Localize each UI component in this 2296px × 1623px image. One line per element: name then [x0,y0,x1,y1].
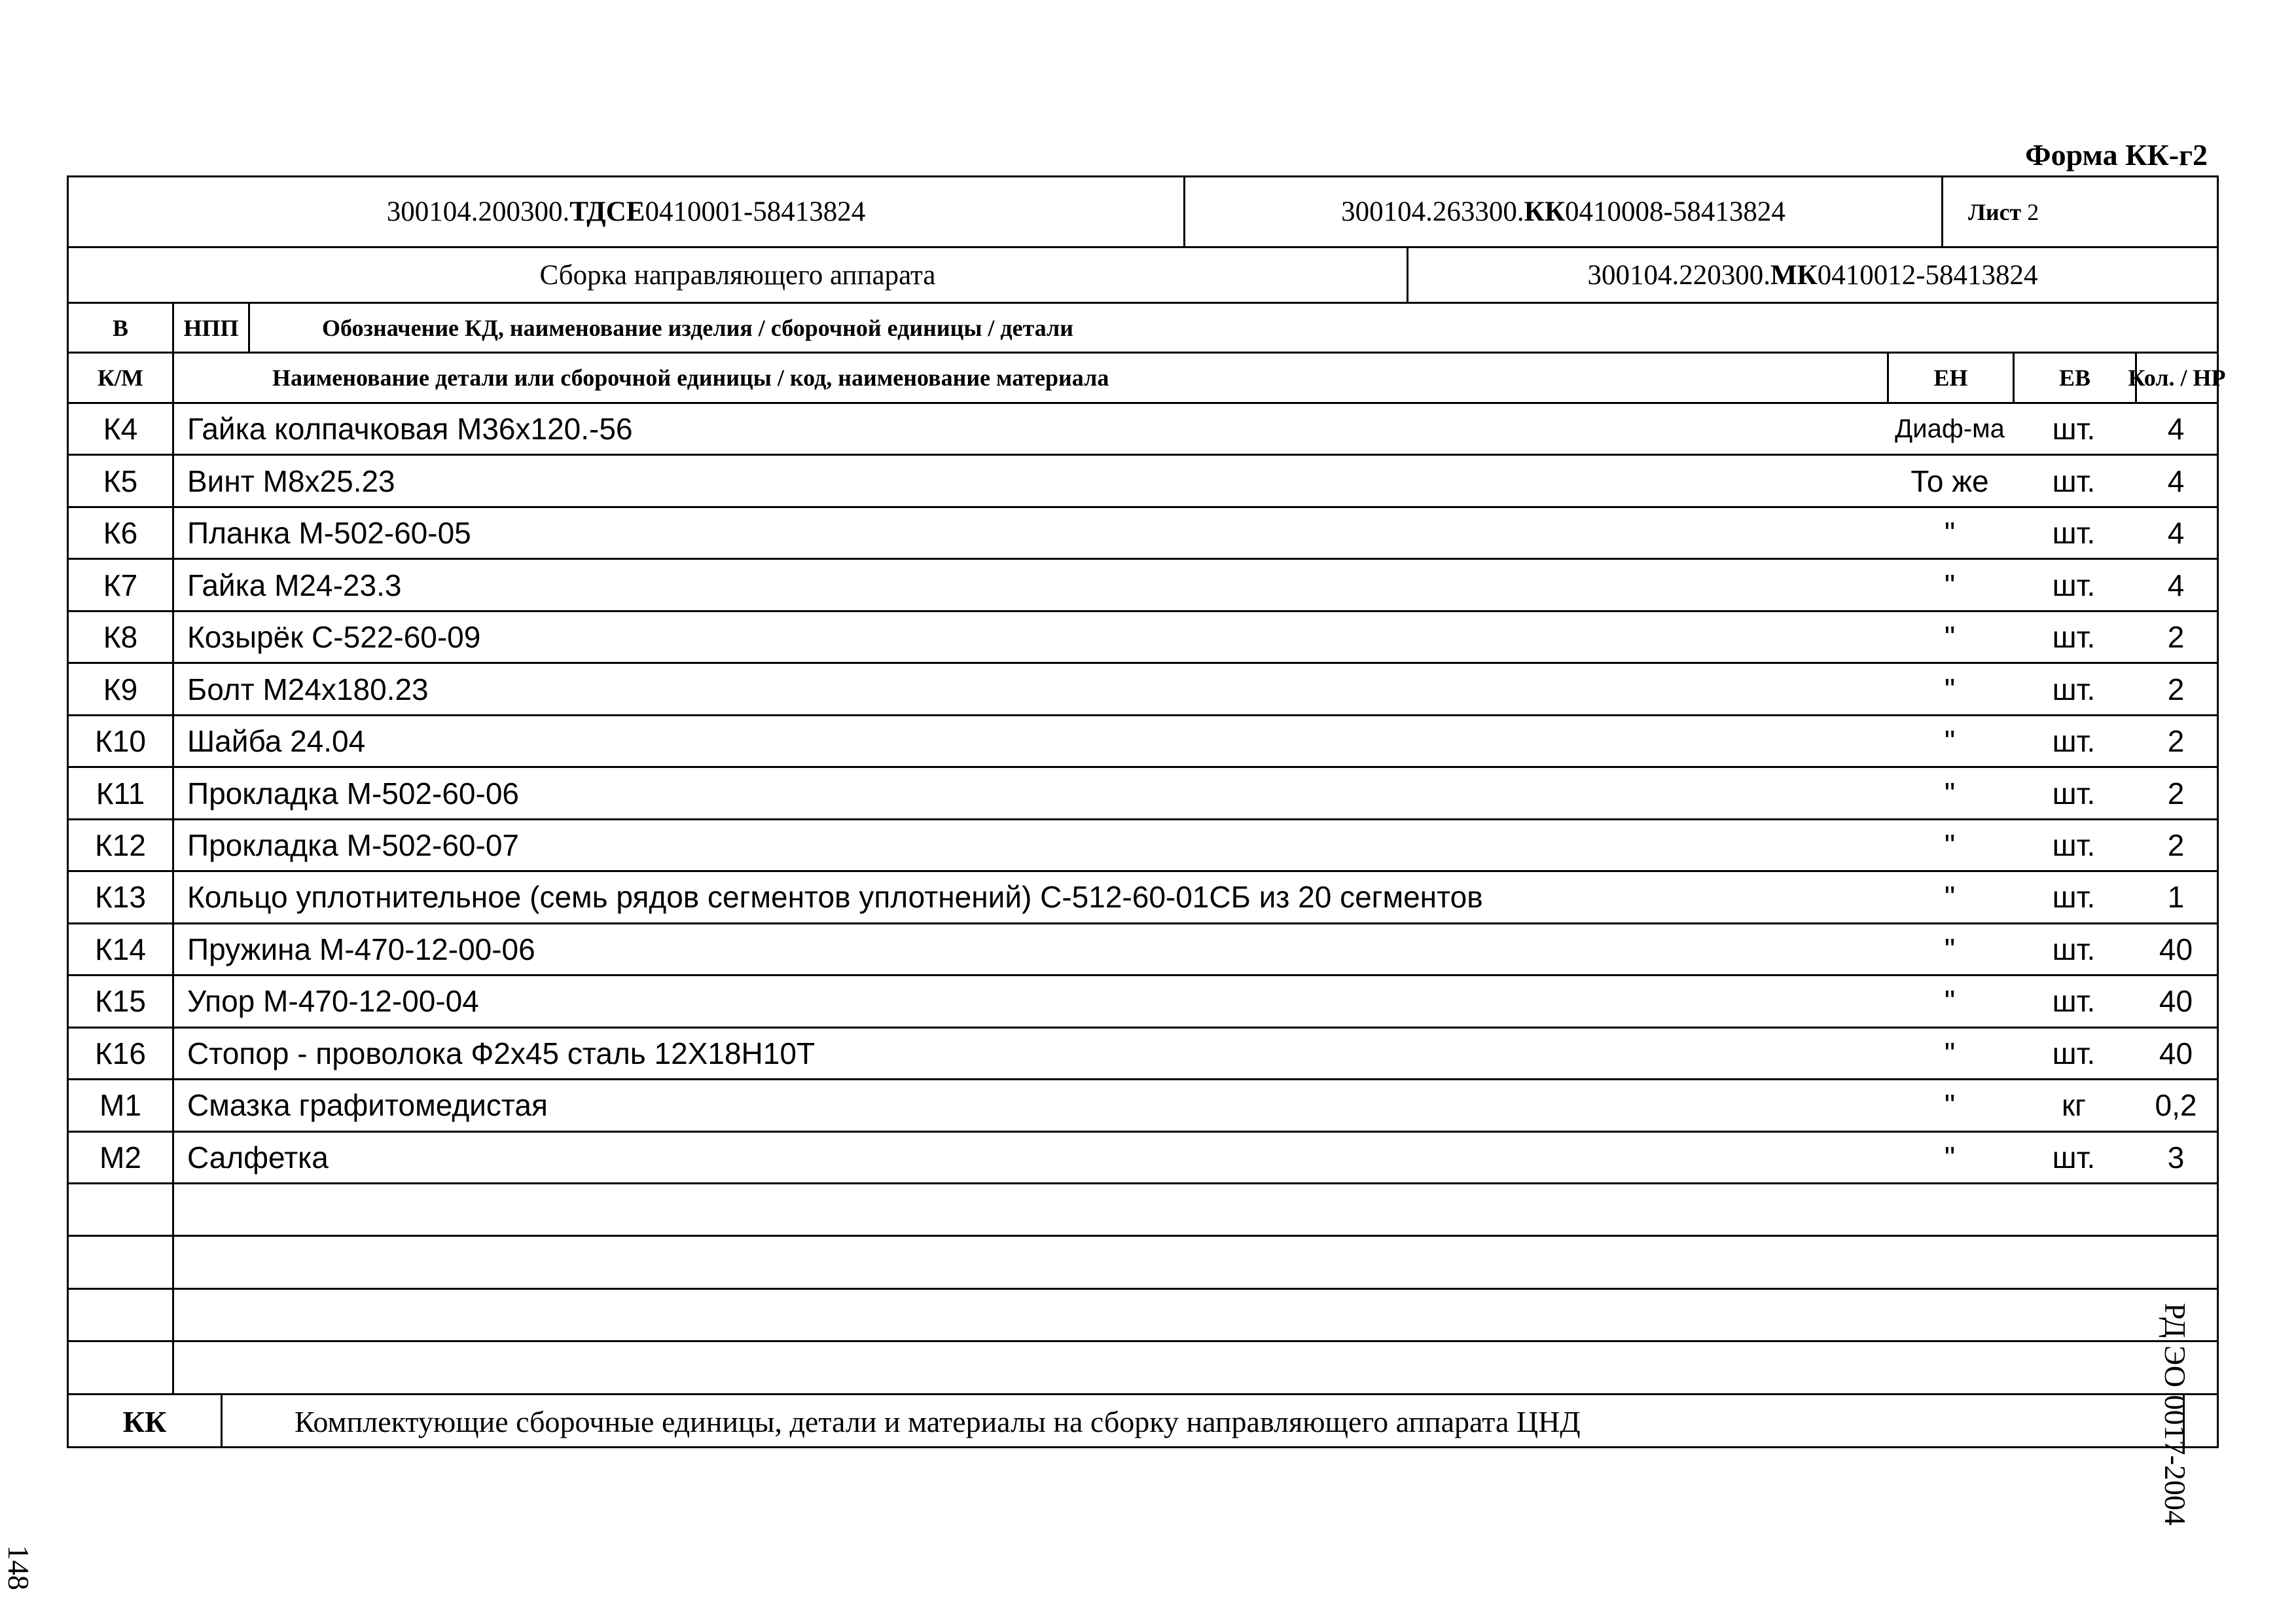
cell-km: К16 [95,1036,146,1070]
cell-ev: шт. [2052,724,2096,759]
cell-name: Смазка графитомедистая [172,1080,1887,1130]
table-row [69,560,2217,611]
cell-name: Гайка М24-23.3 [172,560,1887,610]
cell-qty: 2 [2167,776,2185,811]
cell-name: Гайка колпачковая М36х120.-56 [172,404,1887,454]
cell-name: Прокладка М-502-60-06 [172,768,1887,818]
cell-qty: 4 [2167,568,2185,602]
footer-row [69,1395,2217,1448]
footer-text: Комплектующие сборочные единицы, детали и материалы на сборку направляющего аппарата ЦНД [221,1395,2183,1448]
doc-code-kk: 300104.263300. КК 0410008-58413824 [1183,177,1941,246]
col-v: В [112,314,128,341]
cell-en: " [1944,932,1956,966]
table-row [69,768,2217,820]
col-en: ЕН [1887,354,2013,402]
cell-ev: шт. [2052,672,2096,706]
table-row [69,664,2217,716]
cell-qty: 2 [2167,828,2185,862]
cell-en: " [1944,1088,1956,1123]
cell-qty: 2 [2167,620,2185,655]
cell-km: К13 [95,880,146,915]
document-table [67,175,2226,1448]
document-standard-code: РД ЭО 0017-2004 [2159,1303,2192,1525]
cell-en: " [1944,516,1956,551]
cell-qty: 0,2 [2155,1088,2197,1123]
col-ev: ЕВ [2013,354,2135,402]
table-row [69,508,2217,560]
cell-qty: 40 [2159,932,2193,966]
empty-row [69,1184,2217,1237]
cell-ev: шт. [2052,984,2096,1019]
header-row-2 [69,248,2217,304]
cell-en: " [1944,1036,1956,1070]
cell-ev: шт. [2052,932,2096,966]
cell-en: " [1944,672,1956,706]
cell-ev: шт. [2052,776,2096,811]
cell-km: К12 [95,828,146,862]
cell-name: Стопор - проволока Ф2х45 сталь 12Х18Н10Т [172,1029,1887,1078]
cell-ev: шт. [2052,880,2096,915]
cell-qty: 40 [2159,1036,2193,1070]
table-row [69,872,2217,924]
cell-km: М2 [99,1140,141,1175]
cell-name: Пружина М-470-12-00-06 [172,924,1887,974]
cell-en: " [1944,568,1956,602]
empty-row [69,1237,2217,1290]
empty-row [69,1342,2217,1395]
cell-km: К11 [96,776,145,811]
cell-km: К15 [95,984,146,1019]
cell-ev: кг [2062,1088,2086,1123]
col-km: К/М [97,365,144,391]
cell-en: " [1944,828,1956,862]
cell-en: Диаф-ма [1895,414,2005,443]
doc-code-tdse: 300104.200300. ТДСЕ 0410001-58413824 [386,196,866,227]
cell-name: Планка М-502-60-05 [172,508,1887,558]
footer-code: КК [122,1405,167,1438]
cell-qty: 2 [2167,724,2185,759]
cell-en: " [1944,880,1956,915]
cell-qty: 4 [2167,464,2185,498]
cell-km: К5 [103,464,138,498]
table-row [69,820,2217,872]
cell-qty: 4 [2167,516,2185,551]
table-row [69,1133,2217,1184]
sheet-number: Лист 2 [1941,177,2217,246]
col-designation: Обозначение КД, наименование изделия / сборочной единицы / детали [248,304,2217,352]
col-qty: Кол. / НР [2135,354,2217,402]
cell-en: То же [1910,464,1989,498]
cell-name: Болт М24х180.23 [172,664,1887,714]
cell-name: Прокладка М-502-60-07 [172,820,1887,870]
cell-en: " [1944,620,1956,655]
col-npp: НПП [172,304,248,352]
cell-name: Винт М8х25.23 [172,456,1887,505]
column-header-row-1 [69,304,2217,354]
cell-ev: шт. [2052,1140,2096,1175]
cell-ev: шт. [2052,620,2096,655]
form-label: Форма КК-г2 [2025,138,2208,172]
cell-qty: 40 [2159,984,2193,1019]
cell-name: Кольцо уплотнительное (семь рядов сегментов уплотнений) С-512-60-01СБ из 20 сегментов [172,872,1887,922]
cell-km: К10 [95,724,146,759]
column-header-row-2 [69,354,2226,404]
table-row [69,404,2217,456]
cell-qty: 1 [2167,880,2185,915]
cell-qty: 2 [2167,672,2185,706]
cell-km: К6 [103,516,138,551]
assembly-name: Сборка направляющего аппарата [539,259,936,291]
cell-km: К9 [103,672,138,706]
cell-ev: шт. [2052,412,2096,447]
table-row [69,612,2217,664]
cell-en: " [1944,1140,1956,1175]
cell-en: " [1944,776,1956,811]
cell-km: К4 [103,412,138,447]
table-row [69,1080,2217,1132]
cell-name: Салфетка [172,1133,1887,1182]
table-row [69,976,2217,1028]
table-row [69,924,2217,976]
cell-ev: шт. [2052,828,2096,862]
cell-km: М1 [99,1088,141,1123]
cell-ev: шт. [2052,1036,2096,1070]
header-row-1 [69,177,2217,248]
table-row [69,456,2217,507]
empty-row [69,1290,2217,1342]
table-row [69,1029,2217,1080]
cell-ev: шт. [2052,568,2096,602]
cell-en: " [1944,984,1956,1019]
page-number: 148 [2,1545,35,1590]
cell-qty: 4 [2167,412,2185,447]
cell-en: " [1944,724,1956,759]
table-row [69,716,2217,768]
cell-km: К7 [103,568,138,602]
doc-code-mk: 300104.220300. МК 0410012-58413824 [1407,248,2217,302]
cell-km: К14 [95,932,146,966]
cell-name: Упор М-470-12-00-04 [172,976,1887,1026]
col-name: Наименование детали или сборочной единицы / код, наименование материала [172,354,1887,402]
cell-km: К8 [103,620,138,655]
cell-name: Козырёк С-522-60-09 [172,612,1887,662]
cell-qty: 3 [2167,1140,2185,1175]
cell-name: Шайба 24.04 [172,716,1887,766]
cell-ev: шт. [2052,516,2096,551]
cell-ev: шт. [2052,464,2096,498]
